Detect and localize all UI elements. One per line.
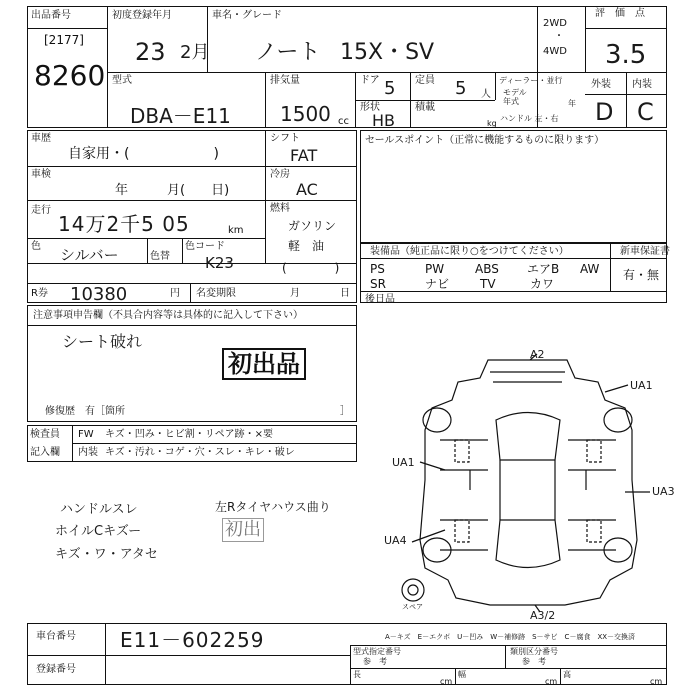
lot-number: 8260	[34, 59, 106, 92]
mileage-value: 14万2千5 05	[58, 212, 190, 236]
recycle-unit: 円	[170, 288, 180, 299]
inspector-label-1: 検査員	[30, 429, 60, 440]
repair-history-label: 修復歴 有［箇所	[45, 406, 125, 417]
height-unit: cm	[650, 677, 663, 686]
fw-items: キズ・凹み・ヒビ割・リペア跡・×要	[105, 429, 273, 440]
model-label: 型式	[112, 75, 132, 86]
guarantee-label: 新車保証書	[620, 246, 670, 257]
name-change-month: 月	[290, 288, 300, 299]
damage-legend: A－キズ E－エクボ U－凹み W－補修跡 S－サビ C－腐食 XX－交換済	[385, 633, 636, 641]
remark-right: 左Rタイヤハウス曲り	[215, 500, 331, 514]
fuel-label: 燃料	[270, 203, 290, 214]
first-listing-stamp: 初出品	[222, 348, 306, 380]
equip-navi: ナビ	[425, 277, 450, 291]
score-value: 3.5	[605, 40, 647, 70]
rear-items-label: 後日品	[365, 294, 395, 305]
history-value: 自家用・( )	[68, 146, 219, 162]
aircon-label: 冷房	[270, 169, 290, 180]
load-label: 積載	[415, 102, 435, 113]
color-value: シルバー	[60, 246, 119, 264]
inspector-label-2: 記入欄	[30, 447, 60, 458]
fw-tag: FW	[78, 429, 94, 440]
doors-label: ドア	[360, 75, 380, 86]
equip-sr: SR	[370, 277, 386, 291]
interior-label: 内装	[632, 79, 652, 90]
capacity-unit: 人	[481, 89, 491, 100]
color-code-value: K23	[205, 254, 234, 272]
year-suffix: 年	[568, 99, 576, 108]
small-stamp: 初出	[222, 518, 264, 542]
doors-value: 5	[384, 78, 396, 99]
spare-label: スペア	[402, 603, 423, 611]
remark-1: ハンドルスレ	[60, 502, 138, 517]
car-name: ノート	[255, 40, 321, 65]
wd-dot: ・	[554, 31, 564, 42]
recycle-value: 10380	[70, 284, 128, 305]
equip-tv: TV	[480, 277, 496, 291]
fuel-diesel: 軽 油	[288, 239, 325, 253]
mileage-unit: km	[228, 225, 244, 236]
model-value: DBA－E11	[130, 104, 231, 128]
name-change-day: 日	[340, 288, 350, 299]
name-grade-label: 車名・グレード	[212, 10, 282, 21]
lot-label: 出品番号	[31, 10, 71, 21]
damage-label-a2: A2	[530, 348, 545, 361]
first-reg-year: 23	[135, 38, 166, 66]
color-swap-label: 色替	[150, 251, 170, 262]
shape-value: HB	[372, 111, 396, 130]
damage-label-ua1-front: UA1	[630, 379, 653, 392]
inspection-value: 年 月( 日)	[115, 183, 230, 198]
remark-3: キズ・ワ・アタセ	[55, 547, 158, 562]
inspection-label: 車検	[31, 169, 51, 180]
chassis-label: 車台番号	[36, 631, 76, 642]
equip-ps: PS	[370, 262, 385, 276]
width-unit: cm	[545, 677, 558, 686]
equip-abs: ABS	[475, 262, 499, 276]
equip-pw: PW	[425, 262, 445, 276]
displacement-label: 排気量	[270, 75, 300, 86]
guarantee-value: 有・無	[623, 268, 660, 282]
color-label: 色	[31, 241, 41, 252]
equip-leather: カワ	[530, 277, 555, 291]
height-label: 高	[563, 670, 571, 679]
recycle-label: R券	[31, 288, 48, 299]
name-change-label: 名変期限	[196, 288, 236, 299]
length-label: 長	[353, 670, 361, 679]
interior-tag: 内装	[78, 447, 98, 458]
exterior-label: 外装	[591, 79, 611, 90]
remark-2: ホイルCキズー	[55, 524, 142, 539]
damage-label-ua1-left: UA1	[392, 456, 415, 469]
first-reg-label: 初度登録年月	[112, 10, 172, 21]
equipment-label: 装備品（純正品に限り○をつけてください）	[370, 246, 569, 257]
registration-label: 登録番号	[36, 664, 76, 675]
type-ref-label: 参 考	[363, 657, 387, 666]
fuel-gasoline: ガソリン	[288, 219, 337, 233]
exterior-grade: D	[595, 98, 614, 126]
model-year-label: モデル 年式	[503, 88, 527, 106]
width-label: 幅	[458, 670, 466, 679]
type-number-label: 型式指定番号	[353, 647, 401, 656]
dealer-label: ディーラー・並行	[499, 76, 563, 85]
length-unit: cm	[440, 677, 453, 686]
notes-value: シート破れ	[62, 332, 143, 351]
shift-label: シフト	[270, 133, 300, 144]
shape-label: 形状	[360, 102, 380, 113]
interior-items: キズ・汚れ・コゲ・穴・スレ・キレ・破レ	[105, 447, 295, 458]
chassis-value: E11－602259	[120, 628, 265, 652]
fuel-other: ( )	[282, 261, 340, 275]
mileage-label: 走行	[31, 205, 51, 216]
displacement-unit: cc	[338, 116, 349, 127]
notes-label: 注意事項申告欄（不具合内容等は具体的に記入して下さい）	[33, 310, 303, 321]
color-code-label: 色コード	[185, 241, 225, 252]
equip-aw: AW	[580, 262, 600, 276]
repair-history-end: ］	[340, 406, 350, 417]
damage-label-ua4: UA4	[384, 534, 407, 547]
interior-grade: C	[637, 98, 654, 126]
score-label: 評 価 点	[595, 8, 645, 19]
capacity-value: 5	[455, 78, 467, 99]
shift-value: FAT	[290, 146, 318, 165]
sales-point-label: セールスポイント（正常に機能するものに限ります）	[365, 135, 605, 146]
first-reg-month: 2月	[180, 42, 210, 63]
history-label: 車歴	[31, 133, 51, 144]
2wd-label: 2WD	[543, 18, 567, 29]
equip-airbag: エアB	[527, 262, 560, 276]
class-number-label: 類別区分番号	[510, 647, 558, 656]
car-grade: 15X・SV	[340, 40, 435, 65]
damage-label-a3: A3/2	[530, 609, 556, 622]
4wd-label: 4WD	[543, 46, 567, 57]
capacity-label: 定員	[415, 75, 435, 86]
damage-label-ua3: UA3	[652, 485, 675, 498]
displacement-value: 1500	[280, 102, 331, 126]
class-ref-label: 参 考	[522, 657, 546, 666]
aircon-value: AC	[296, 180, 318, 199]
load-unit: kg	[487, 119, 497, 128]
lot-code: [2177]	[44, 33, 84, 47]
handle-label: ハンドル 左・右	[500, 114, 559, 123]
